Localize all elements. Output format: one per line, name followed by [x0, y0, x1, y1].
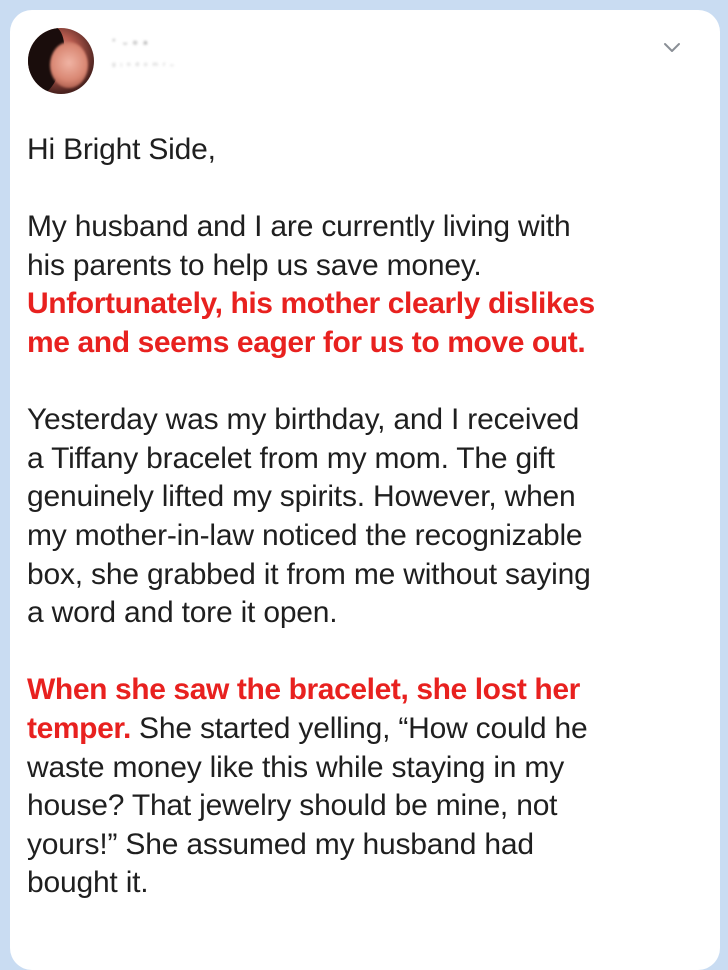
paragraph-1-line-2: his parents to help us save money. — [27, 248, 482, 282]
paragraph-gap — [27, 363, 717, 402]
paragraph-3-line-1-highlight: When she saw the bracelet, she lost her — [27, 673, 580, 707]
paragraph-3-line-2-rest: She started yelling, “How could he — [130, 711, 588, 745]
paragraph-3-line-6: bought it. — [27, 866, 149, 900]
paragraph-2-line-5: box, she grabbed it from me without saying — [27, 557, 591, 591]
paragraph-1-line-4-highlight: me and seems eager for us to move out. — [27, 325, 586, 359]
greeting-line: Hi Bright Side, — [27, 133, 216, 166]
paragraph-2-line-1: Yesterday was my birthday, and I received — [27, 403, 580, 437]
tweet-card — [10, 10, 720, 970]
user-handle[interactable]: ᵍ ᵎ ⁿ ᵈ ᵒ ᵐ ʳ ᵕ — [112, 62, 175, 72]
paragraph-gap — [27, 170, 717, 209]
chevron-down-icon[interactable] — [658, 34, 686, 62]
avatar-face — [50, 42, 88, 88]
user-display-name[interactable]: ﾞ ᵕ ᵒ ᵃ — [112, 38, 149, 51]
paragraph-2-line-6: a word and tore it open. — [27, 596, 338, 630]
paragraph-3-line-2-highlight: temper. — [27, 711, 131, 745]
paragraph-3-line-2 — [27, 710, 717, 749]
tweet-body — [27, 131, 717, 903]
paragraph-2-line-2: a Tiffany bracelet from my mom. The gift — [27, 441, 555, 475]
paragraph-3-line-4: house? That jewelry should be mine, not — [27, 789, 558, 823]
avatar[interactable] — [28, 28, 94, 94]
paragraph-3-line-5: yours!” She assumed my husband had — [27, 827, 534, 861]
paragraph-2-line-3: genuinely lifted my spirits. However, when — [27, 480, 576, 514]
paragraph-1-line-1: My husband and I are currently living with — [27, 210, 571, 244]
paragraph-1-line-3-highlight: Unfortunately, his mother clearly dislikes — [27, 287, 595, 321]
paragraph-2-line-4: my mother-in-law noticed the recognizable — [27, 518, 583, 552]
paragraph-gap — [27, 633, 717, 672]
paragraph-3-line-3: waste money like this while staying in my — [27, 750, 565, 784]
